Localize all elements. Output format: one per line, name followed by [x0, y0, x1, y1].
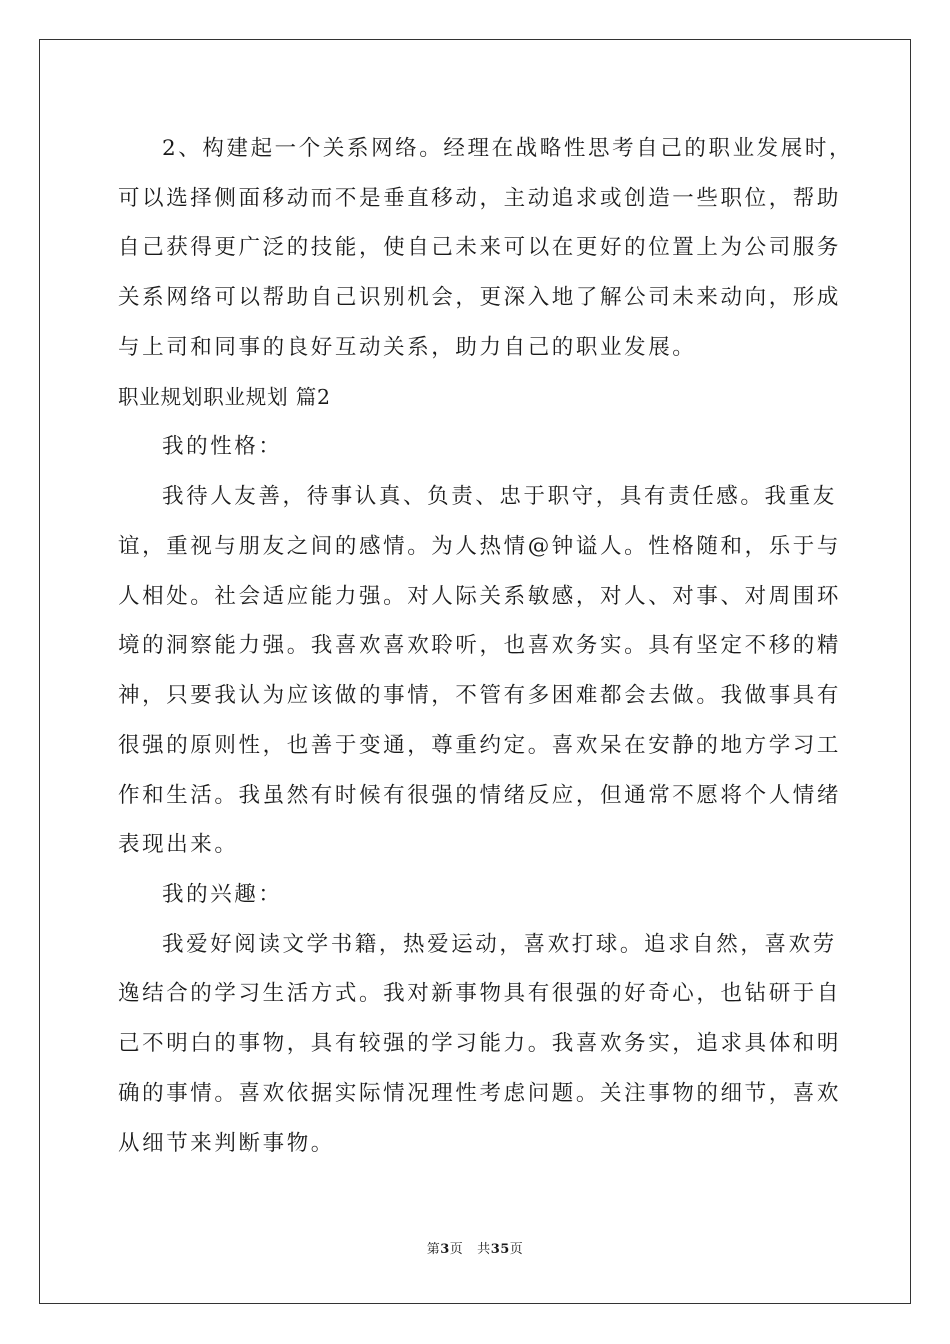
paragraph-line: 我爱好阅读文学书籍，热爱运动，喜欢打球。追求自然，喜欢劳 — [162, 932, 837, 957]
paragraph-line: 关系网络可以帮助自己识别机会，更深入地了解公司未来动向，形成 — [118, 285, 842, 310]
page-suffix: 页 — [449, 1242, 464, 1257]
paragraph-line: 神，只要我认为应该做的事情，不管有多困难都会去做。我做事具有 — [118, 683, 842, 708]
page-number: 3 — [440, 1242, 450, 1257]
paragraph-line: 谊，重视与朋友之间的感情。为人热情@钟谥人。性格随和，乐于与 — [118, 534, 842, 559]
paragraph-line: 确的事情。喜欢依据实际情况理性考虑问题。关注事物的细节，喜欢 — [118, 1081, 842, 1106]
subheading-interests: 我的兴趣： — [162, 882, 283, 907]
paragraph-line: 与上司和同事的良好互动关系，助力自己的职业发展。 — [118, 335, 697, 360]
paragraph-line: 己不明白的事物，具有较强的学习能力。我喜欢务实，追求具体和明 — [118, 1031, 842, 1056]
paragraph-line: 自己获得更广泛的技能，使自己未来可以在更好的位置上为公司服务 — [118, 235, 842, 260]
page-border — [39, 39, 911, 1304]
paragraph-line: 作和生活。我虽然有时候有很强的情绪反应，但通常不愿将个人情绪 — [118, 783, 842, 808]
paragraph-line: 从细节来判断事物。 — [118, 1131, 335, 1156]
paragraph-line: 境的洞察能力强。我喜欢喜欢聆听，也喜欢务实。具有坚定不移的精 — [118, 633, 842, 658]
total-pages: 35 — [490, 1242, 510, 1257]
section-heading: 职业规划职业规划 篇2 — [118, 385, 331, 409]
total-suffix: 页 — [509, 1242, 524, 1257]
page-footer — [0, 1241, 950, 1259]
paragraph-line: 可以选择侧面移动而不是垂直移动，主动追求或创造一些职位，帮助 — [118, 186, 842, 211]
paragraph-line: 2、构建起一个关系网络。经理在战略性思考自己的职业发展时， — [162, 136, 854, 161]
paragraph-line: 逸结合的学习生活方式。我对新事物具有很强的好奇心，也钻研于自 — [118, 981, 842, 1006]
paragraph-line: 很强的原则性，也善于变通，尊重约定。喜欢呆在安静的地方学习工 — [118, 733, 842, 758]
subheading-personality: 我的性格： — [162, 434, 283, 459]
page-prefix: 第 — [426, 1242, 441, 1257]
paragraph-line: 人相处。社会适应能力强。对人际关系敏感，对人、对事、对周围环 — [118, 584, 842, 609]
paragraph-line: 表现出来。 — [118, 832, 239, 857]
total-prefix: 共 — [477, 1242, 491, 1257]
paragraph-line: 我待人友善，待事认真、负责、忠于职守，具有责任感。我重友 — [162, 484, 837, 509]
